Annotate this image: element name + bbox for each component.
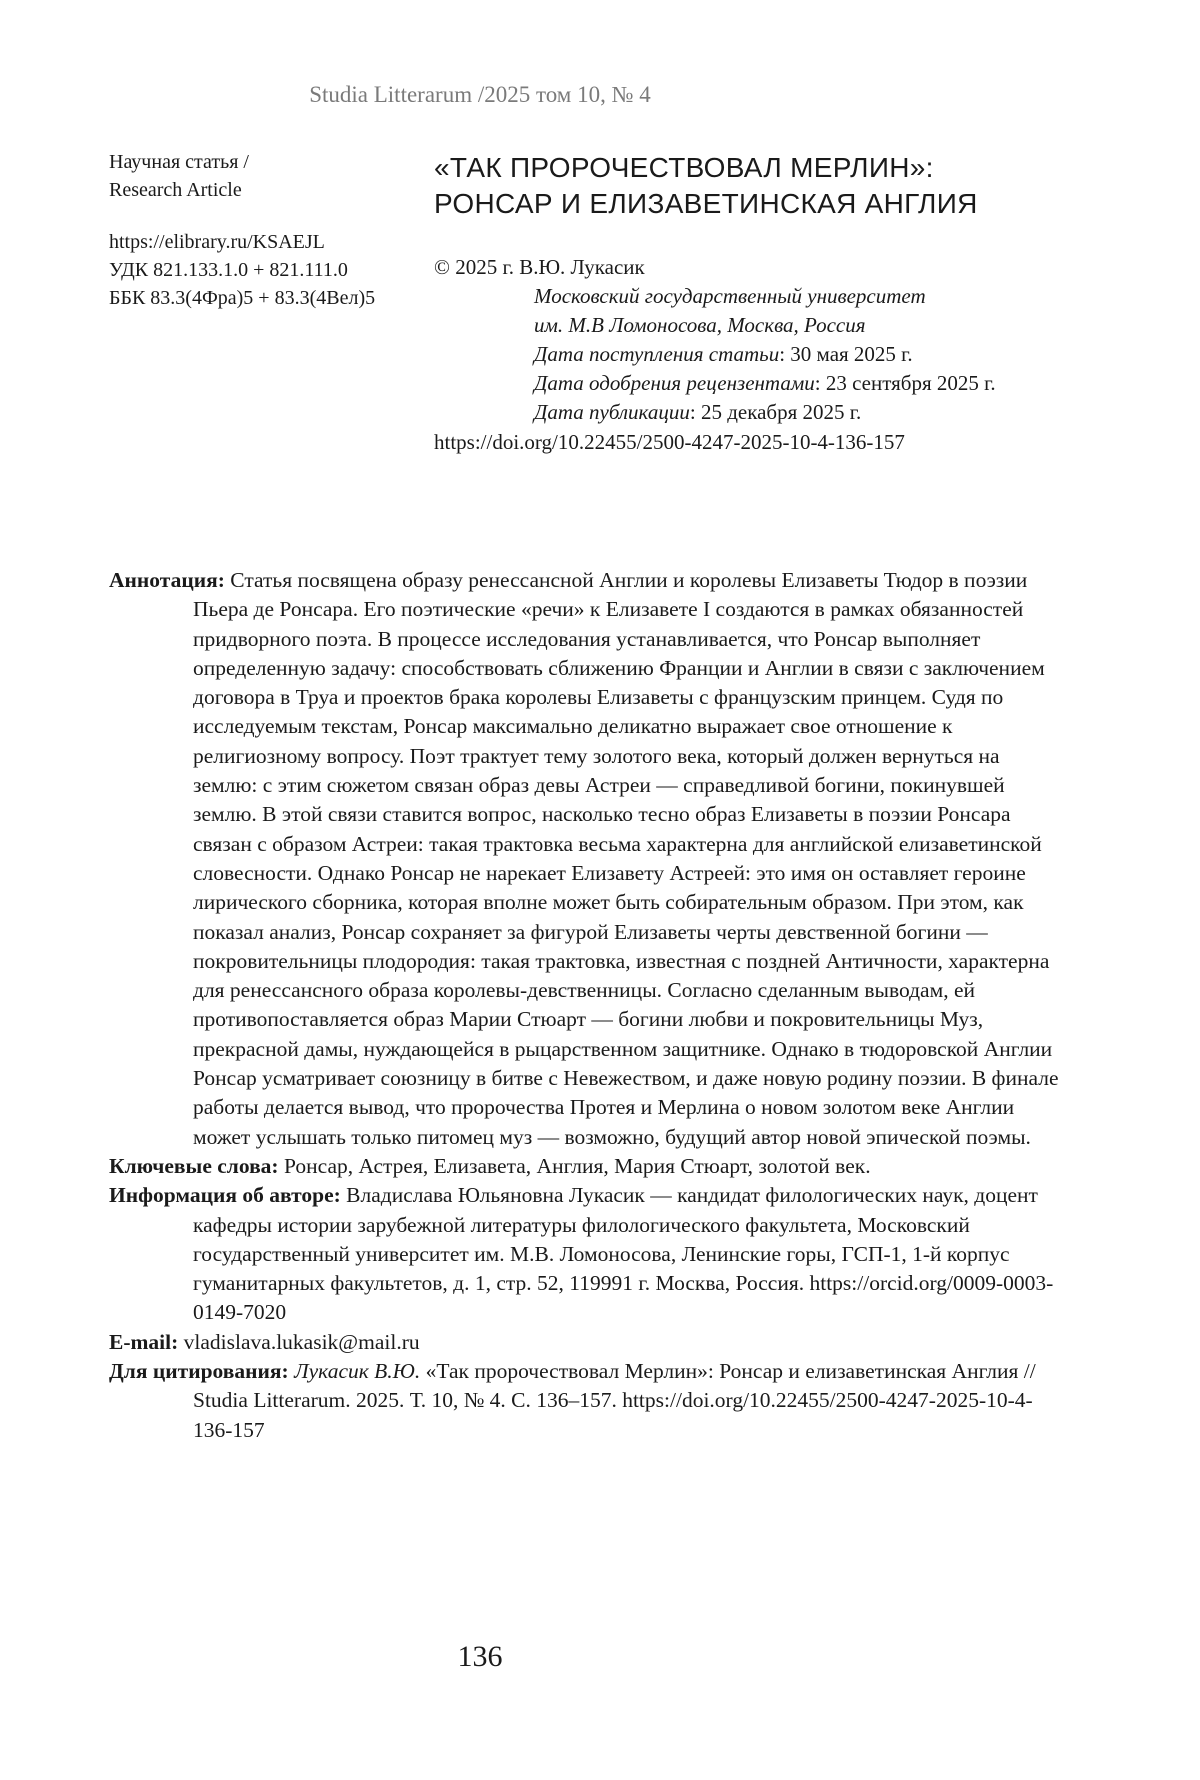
article-metadata-left xyxy=(109,148,429,312)
article-title xyxy=(434,150,1154,222)
bbk-code: ББК 83.3(4Фра)5 + 83.3(4Вел)5 xyxy=(109,287,376,309)
date-received-label: Дата поступления статьи xyxy=(534,342,780,366)
author-info-label: Информация об авторе: xyxy=(109,1183,341,1208)
date-approved-value: : 23 сентября 2025 г. xyxy=(814,371,996,395)
date-published-label: Дата публикации xyxy=(534,400,690,424)
article-title-line-2: РОНСАР И ЕЛИЗАВЕТИНСКАЯ АНГЛИЯ xyxy=(434,188,978,219)
keywords-text: Ронсар, Астрея, Елизавета, Англия, Мария Стюарт, золотой век. xyxy=(283,1153,871,1178)
affiliation-line-1: Московский государственный университет xyxy=(534,284,926,308)
abstract xyxy=(109,566,1069,1152)
keywords xyxy=(109,1152,1069,1181)
author-info xyxy=(109,1181,1069,1327)
abstract-section xyxy=(109,566,1069,1445)
date-approved xyxy=(434,369,1154,398)
date-received-value: : 30 мая 2025 г. xyxy=(779,342,913,366)
article-title-line-1: «ТАК ПРОРОЧЕСТВОВАЛ МЕРЛИН»: xyxy=(434,152,934,183)
date-approved-label: Дата одобрения рецензентами xyxy=(534,371,815,395)
citation-label: Для цитирования: xyxy=(109,1359,289,1384)
article-type-en: Research Article xyxy=(109,179,242,201)
udk-code: УДК 821.133.1.0 + 821.111.0 xyxy=(109,259,348,281)
citation-author: Лукасик В.Ю. xyxy=(294,1359,421,1384)
date-published-value: : 25 декабря 2025 г. xyxy=(689,400,862,424)
abstract-label: Аннотация: xyxy=(109,568,225,592)
elibrary-link[interactable]: https://elibrary.ru/KSAEJL xyxy=(109,231,325,253)
keywords-label: Ключевые слова: xyxy=(109,1153,279,1178)
email-label: E-mail: xyxy=(109,1329,179,1354)
email-address[interactable]: vladislava.lukasik@mail.ru xyxy=(183,1329,420,1354)
author-info-text: Владислава Юльяновна Лукасик — кандидат филологических наук, доцент кафедры истории зарубежной литературы филологического факультета, Московский государственный университет им. М.В. Ломоносова, Ленинские горы, ГСП-1, 1-й корпус гуманитарных факультетов, д. 1, стр. 52, 119991 г. Москва, Россия. https://orcid.org/0009-0003-0149-7020 xyxy=(193,1183,1054,1325)
citation xyxy=(109,1357,1069,1445)
page-number: 136 xyxy=(457,1640,503,1673)
email xyxy=(109,1328,1069,1357)
journal-header: Studia Litterarum /2025 том 10, № 4 xyxy=(309,82,651,107)
abstract-text: Статья посвящена образу ренессансной Англии и королевы Елизаветы Тюдор в поэзии Пьера де Ронсара. Его поэтические «речи» к Елизавете I создаются в рамках обязанностей придворного поэта. В процессе исследования устанавливается, что Ронсар выполняет определенную задачу: способствовать сближению Франции и Англии в связи с заключением договора в Труа и проектов брака королевы Елизаветы с французским принцем. Судя по исследуемым текстам, Ронсар максимально деликатно выражает свое отношение к религиозному вопросу. Поэт трактует тему золотого века, который должен вернуться на землю: с этим сюжетом связан образ девы Астреи — справедливой богини, покинувшей землю. В этой связи ставится вопрос, насколько тесно образ Елизаветы в поэзии Ронсара связан с образом Астреи: такая трактовка весьма характерна для английской елизаветинской словесности. Однако Ронсар не нарекает Елизавету Астреей: это имя он оставляет героине лирического сборника, которая вполне может быть собирательным образом. При этом, как показал анализ, Ронсар сохраняет за фигурой Елизаветы черты девственной богини — покровительницы плодородия: такая трактовка, известная с поздней Античности, характерна для ренессансного образа королевы-девственницы. Согласно сделанным выводам, ей противопоставляется образ Марии Стюарт — богини любви и покровительницы Муз, прекрасной дамы, нуждающейся в рыцарственном защитнике. Однако в тюдоровской Англии Ронсар усматривает союзницу в битве с Невежеством, и даже новую родину поэзии. В финале работы делается вывод, что пророчества Протея и Мерлина о новом золотом веке Англии может услышать только питомец муз — возможно, будущий автор новой эпической поэмы. xyxy=(193,568,1059,1149)
article-metadata-right xyxy=(434,150,1154,457)
date-published xyxy=(434,398,1154,427)
doi-link[interactable]: https://doi.org/10.22455/2500-4247-2025-10-4-136-157 xyxy=(434,430,905,454)
author-copyright: © 2025 г. В.Ю. Лукасик xyxy=(434,255,645,279)
citation-text: «Так пророчествовал Мерлин»: Ронсар и елизаветинская Англия // Studia Litterarum. 2025. Т. 10, № 4. С. 136–157. https://doi.org/10.22455/2500-4247-2025-10-4-136-157 xyxy=(193,1359,1036,1442)
affiliation-line-2: им. М.В Ломоносова, Москва, Россия xyxy=(534,313,866,337)
article-type-ru: Научная статья / xyxy=(109,151,249,173)
date-received xyxy=(434,340,1154,369)
